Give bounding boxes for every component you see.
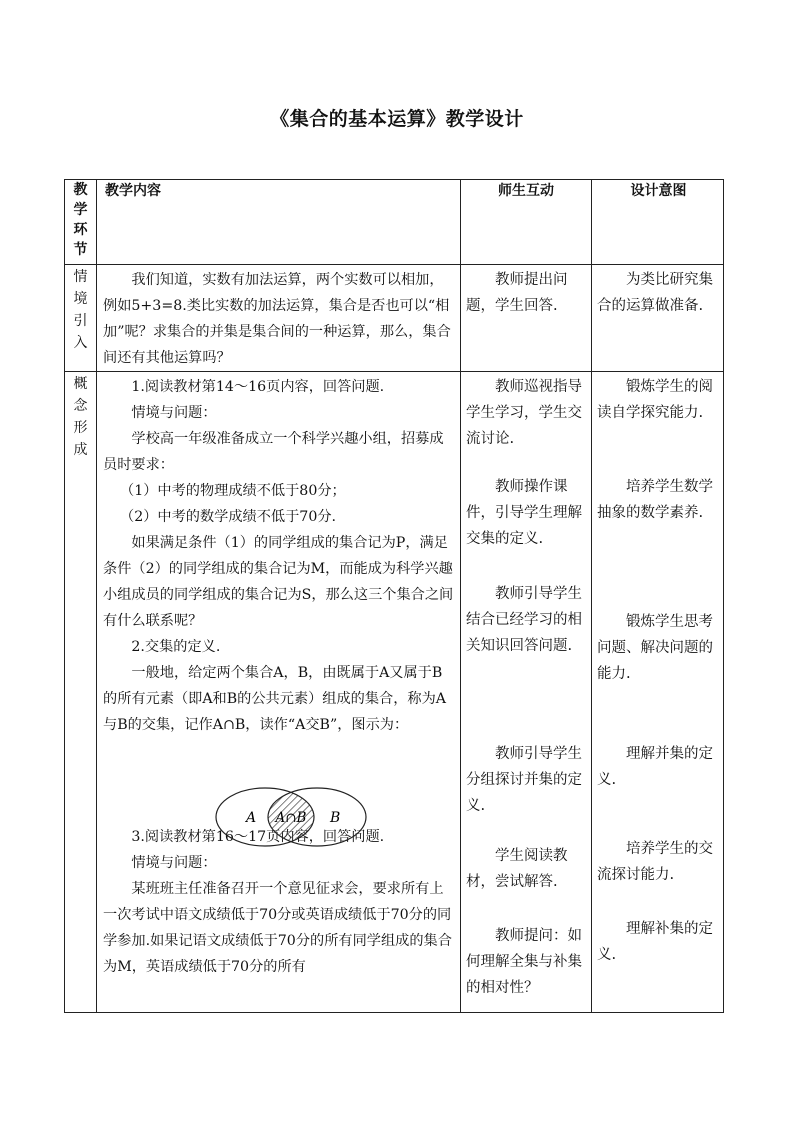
- intent-intro: 为类比研究集合的运算做准备.: [597, 272, 713, 314]
- stage-concept: 概 念 形 成: [73, 376, 88, 458]
- paragraph: （1）中考的物理成绩不低于80分；: [120, 483, 346, 499]
- paragraph: 学校高一年级准备成立一个科学兴趣小组，招募成员时要求：: [103, 431, 444, 473]
- venn-diagram: [215, 786, 367, 848]
- header-intent: 设计意图: [630, 183, 687, 199]
- paragraph: 1.阅读教材第14～16页内容，回答问题.: [131, 379, 385, 395]
- intent-item: 培养学生的交流探讨能力.: [597, 841, 713, 883]
- paragraph: （2）中考的数学成绩不低于70分.: [120, 509, 337, 525]
- interaction-item: 学生阅读教材，尝试解答.: [466, 848, 568, 890]
- intent-item: 理解补集的定义.: [597, 921, 713, 963]
- paragraph: 3.阅读教材第16～17页内容，回答问题.: [131, 829, 385, 845]
- paragraph: 2.交集的定义.: [131, 639, 221, 655]
- paragraph: 一般地，给定两个集合A，B，由既属于A又属于B的所有元素（即A和B的公共元素）组成的集合，称为A与B的交集，记作A∩B，读作“A交B”，图示为：: [103, 665, 447, 733]
- row-divider: [65, 371, 723, 372]
- interaction-item: 教师巡视指导学生学习，学生交流讨论.: [466, 379, 582, 447]
- venn-label-intersection: A∩B: [275, 810, 307, 826]
- paragraph: 某班班主任准备召开一个意见征求会，要求所有上一次考试中语文成绩低于70分或英语成绩低于70分的同学参加.如果记语文成绩低于70分的所有同学组成的集合为M，英语成绩低于70分的所有: [103, 881, 452, 975]
- column-divider: [460, 180, 461, 1012]
- intent-item: 理解并集的定义.: [597, 746, 713, 788]
- interaction-item: 教师提问：如何理解全集与补集的相对性？: [466, 928, 582, 996]
- stage-intro: 情 境 引 入: [73, 269, 88, 351]
- paragraph: 情境与问题：: [131, 405, 217, 421]
- content-intro: 我们知道，实数有加法运算，两个实数可以相加，例如5+3=8.类比实数的加法运算，集合是否也可以“相加”呢？求集合的并集是集合间的一种运算，那么，集合间还有其他运算吗？: [103, 272, 451, 366]
- column-divider: [96, 180, 97, 1012]
- column-divider: [591, 180, 592, 1012]
- interaction-intro: 教师提出问题，学生回答.: [466, 272, 568, 314]
- intent-item: 培养学生数学抽象的数学素养.: [597, 479, 713, 521]
- header-interaction: 师生互动: [498, 183, 554, 199]
- row-divider: [65, 264, 723, 265]
- header-content: 教学内容: [105, 183, 161, 199]
- venn-label-b: B: [330, 810, 341, 826]
- paragraph: 如果满足条件（1）的同学组成的集合记为P，满足条件（2）的同学组成的集合记为M，而能成为科学兴趣小组成员的同学组成的集合记为S，那么这三个集合之间有什么联系呢？: [103, 535, 454, 629]
- content-concept: [103, 374, 455, 980]
- venn-label-a: A: [246, 810, 257, 826]
- interaction-item: 教师操作课件，引导学生理解交集的定义.: [466, 479, 582, 547]
- interaction-item: 教师引导学生结合已经学习的相关知识回答问题.: [466, 586, 582, 654]
- lesson-table: [64, 179, 724, 1013]
- header-stage: 教 学 环 节: [73, 182, 88, 258]
- intent-item: 锻炼学生的阅读自学探究能力.: [597, 379, 713, 421]
- interaction-item: 教师引导学生分组探讨并集的定义.: [466, 746, 582, 814]
- intent-item: 锻炼学生思考问题、解决问题的能力.: [597, 614, 713, 682]
- page-title: 《集合的基本运算》教学设计: [270, 108, 524, 130]
- paragraph: 情境与问题：: [131, 855, 217, 871]
